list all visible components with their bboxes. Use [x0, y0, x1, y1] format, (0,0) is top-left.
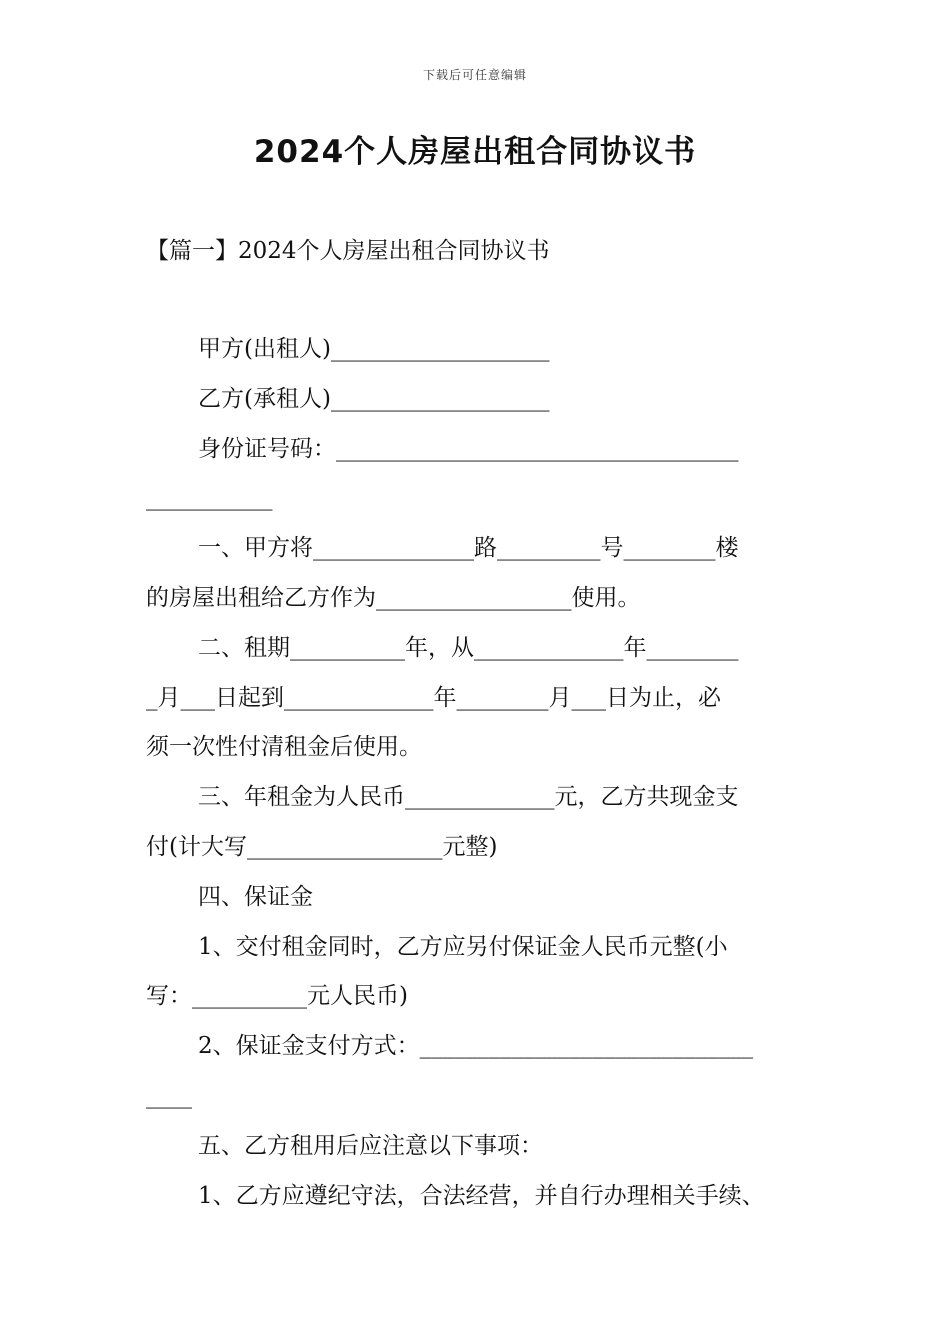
body-line: 一、甲方将______________路_________号________楼: [198, 535, 739, 562]
body-line: 1、乙方应遵纪守法，合法经营，并自行办理相关手续、: [198, 1182, 765, 1209]
body-line: ____: [146, 1082, 192, 1109]
body-line: 2、保证金支付方式：_____________________________: [198, 1033, 754, 1060]
document-title: 2024个人房屋出租合同协议书: [253, 134, 697, 170]
body-line: 三、年租金为人民币_____________元，乙方共现金支: [198, 784, 739, 811]
body-line: 写：__________元人民币): [146, 983, 408, 1010]
body-line: 四、保证金: [198, 883, 313, 910]
body-line: 的房屋出租给乙方作为_________________使用。: [146, 584, 641, 611]
body-line: ___________: [146, 485, 273, 512]
body-line: 须一次性付清租金后使用。: [146, 734, 422, 761]
body-line: 五、乙方租用后应注意以下事项：: [198, 1132, 543, 1159]
body-line: 身份证号码：___________________________________: [198, 435, 739, 462]
document-body: [146, 325, 826, 1221]
body-line: 1、交付租金同时，乙方应另付保证金人民币元整(小: [198, 933, 728, 960]
header-note: 下载后可任意编辑: [422, 68, 527, 82]
body-line: 乙方(承租人)___________________: [198, 385, 550, 412]
body-line: 甲方(出租人)___________________: [198, 336, 550, 362]
body-line: 二、租期__________年，从_____________年________: [198, 634, 739, 661]
section-heading: 【篇一】2024个人房屋出租合同协议书: [146, 238, 550, 264]
body-line: _月___日起到_____________年________月___日为止，必: [146, 684, 721, 711]
body-line: 付(计大写_________________元整): [146, 833, 498, 860]
